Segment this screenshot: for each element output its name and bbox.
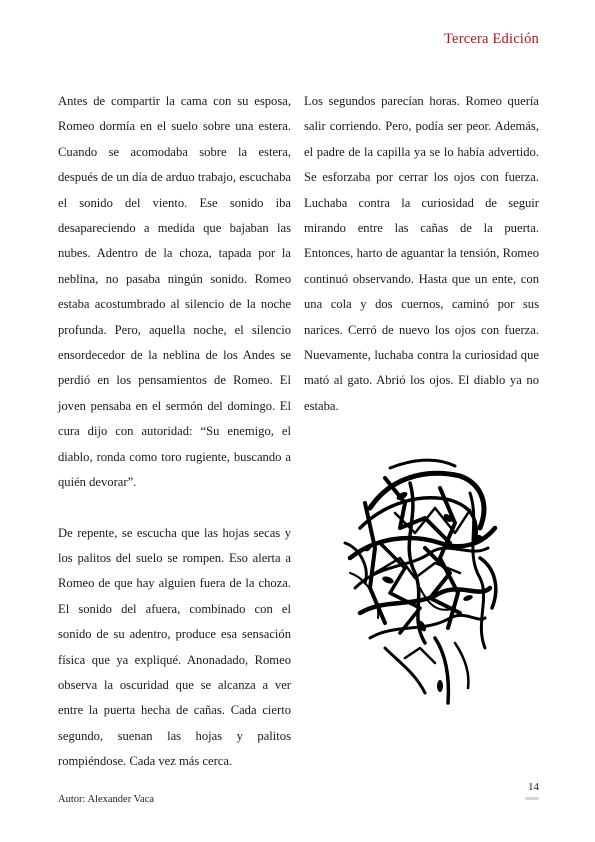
ink-sketch-illustration xyxy=(330,448,505,710)
edition-header: Tercera Edición xyxy=(444,31,539,47)
paragraph: De repente, se escucha que las hojas secas y los palitos del suelo se rompen. Eso alerta a Romeo de que hay alguien fuera de la choza. El sonido del afuera, combinado con el sonido de su adentro, produce esa sensación física que ya expliqué. Anonadado, Romeo observa la oscuridad que se alcanza a ver entre la puerta hecha de cañas. Cada cierto segundo, suenan las hojas y palitos rompiéndose. Cada vez más cerca. xyxy=(58,525,291,769)
paragraph: Antes de compartir la cama con su esposa, Romeo dormía en el suelo sobre una estera. Cuando se acomodaba sobre la estera, después de un día de arduo trabajo, escuchaba el sonido del viento. Ese sonido iba desapareciendo a medida que bajaban las nubes. Adentro de la choza, tapada por la neblina, no pasaba ningún sonido. Romeo estaba acostumbrado al silencio de la noche profunda. Pero, aquella noche, el silencio ensordecedor de la neblina de los Andes se perdió en los pensamientos de Romeo. El joven pensaba en el sermón del domingo. El cura dijo con autoridad: “Su enemigo, el diablo, ronda como toro rugiente, buscando a quién devorar”. xyxy=(58,94,291,490)
right-text-column xyxy=(304,89,539,419)
page-number: 14 xyxy=(528,781,539,793)
author-credit: Autor: Alexander Vaca xyxy=(58,794,155,805)
left-text-column xyxy=(58,89,291,775)
paragraph: Los segundos parecían horas. Romeo quería salir corriendo. Pero, podía ser peor. Además, el padre de la capilla ya se lo había advertido. Se esforzaba por cerrar los ojos con fuerza. Luchaba contra la curiosidad de seguir mirando entre las cañas de la puerta. Entonces, harto de aguantar la tensión, Romeo continuó observando. Hasta que un ente, con una cola y dos cuernos, caminó por sus narices. Cerró de nuevo los ojos con fuerza. Nuevamente, luchaba contra la curiosidad que mató al gato. Abrió los ojos. El diablo ya no estaba. xyxy=(304,94,539,413)
page-marker xyxy=(525,797,539,800)
